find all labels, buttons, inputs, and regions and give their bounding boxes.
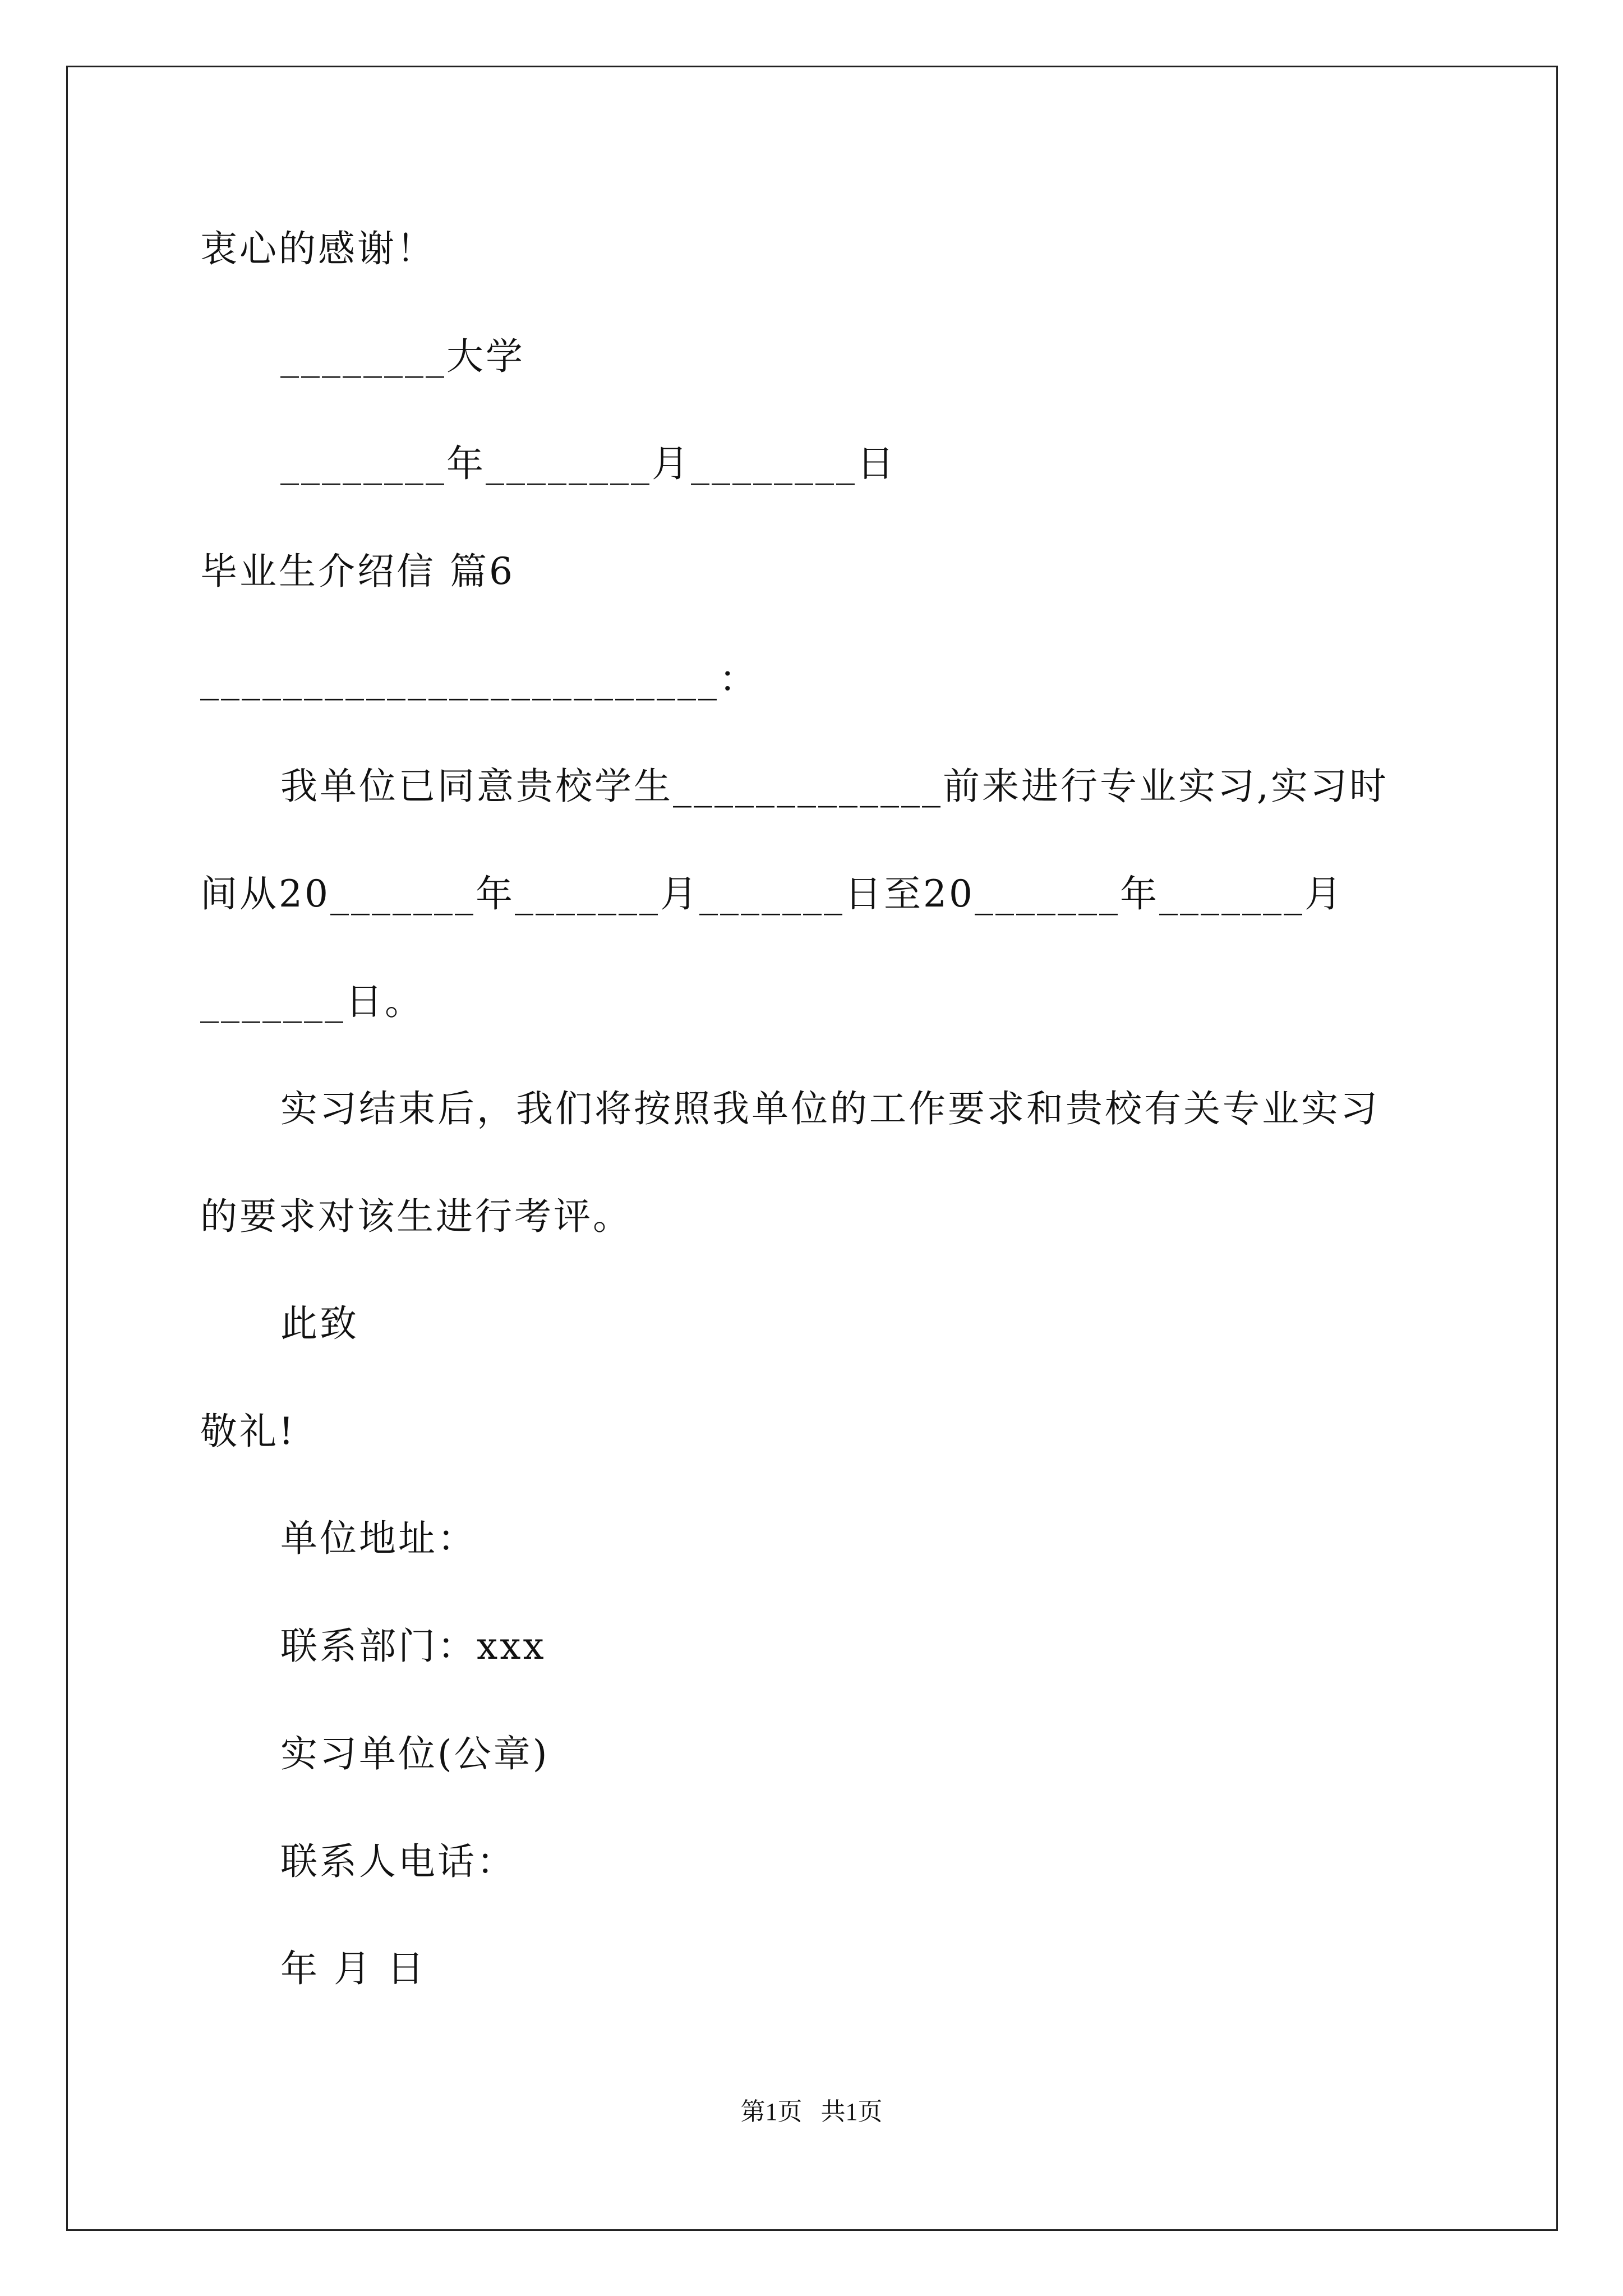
text-line-body-5: 的要求对该生进行考评。: [200, 1195, 632, 1238]
text-line-recipient: _________________________：: [200, 657, 758, 701]
text-line-university: ________大学: [280, 335, 525, 378]
text-line-salutation: 此致: [280, 1302, 359, 1345]
text-line-date: 年 月 日: [280, 1947, 426, 1990]
page-footer: 第1页 共1页: [740, 2098, 883, 2125]
text-line-regards: 敬礼!: [200, 1410, 296, 1453]
text-line-department: 联系部门：xxx: [280, 1625, 546, 1668]
text-line-closing-thanks: 衷心的感谢！: [200, 227, 436, 270]
text-line-body-3: _______日。: [200, 980, 424, 1023]
section-heading: 毕业生介绍信 篇6: [200, 550, 515, 593]
text-line-body-1: 我单位已同意贵校学生_____________前来进行专业实习,实习时: [280, 765, 1389, 808]
text-line-date-blank: ________年________月________日: [280, 442, 896, 485]
text-line-body-4: 实习结束后，我们将按照我单位的工作要求和贵校有关专业实习: [280, 1087, 1380, 1130]
text-line-seal: 实习单位(公章): [280, 1732, 550, 1775]
page-border: [66, 66, 1558, 2231]
text-line-phone: 联系人电话：: [280, 1840, 516, 1883]
text-line-address: 单位地址：: [280, 1517, 477, 1560]
text-line-body-2: 间从20_______年_______月_______日至20_______年_______月: [200, 872, 1344, 915]
